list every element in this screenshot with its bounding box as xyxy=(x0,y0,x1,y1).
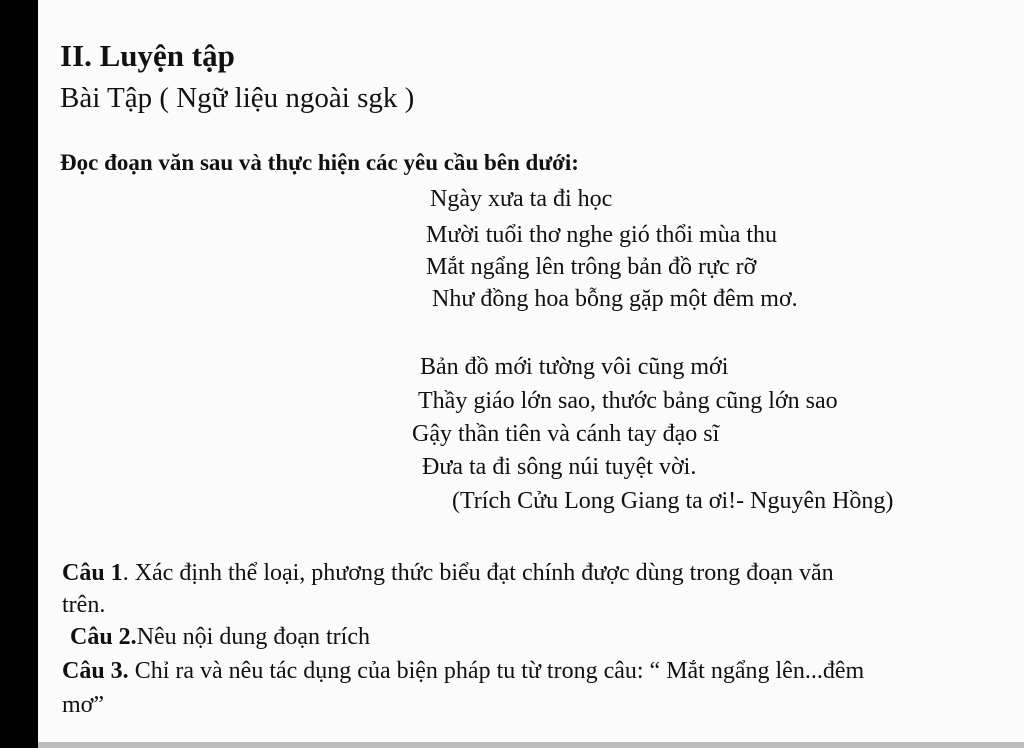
section-heading: II. Luyện tập xyxy=(60,38,235,73)
poem-line: Mười tuổi thơ nghe gió thổi mùa thu xyxy=(426,222,778,248)
question-3-continuation: mơ” xyxy=(62,692,105,718)
question-3-label: Câu 3. xyxy=(62,658,129,684)
document-slide xyxy=(38,0,1024,742)
poem-line: Đưa ta đi sông núi tuyệt vời. xyxy=(422,454,697,480)
poem-citation: (Trích Cửu Long Giang ta ơi!- Nguyên Hồng) xyxy=(452,488,894,514)
question-1-label: Câu 1 xyxy=(62,560,123,586)
question-1 xyxy=(62,560,834,587)
instruction-text: Đọc đoạn văn sau và thực hiện các yêu cầu bên dưới: xyxy=(60,150,579,175)
question-2 xyxy=(70,624,370,651)
poem-line: Như đồng hoa bỗng gặp một đêm mơ. xyxy=(432,286,798,312)
question-3-text: Chỉ ra và nêu tác dụng của biện pháp tu từ trong câu: “ Mắt ngẩng lên...đêm xyxy=(128,658,865,684)
question-1-text: . Xác định thể loại, phương thức biểu đạt chính được dùng trong đoạn văn xyxy=(122,560,834,586)
poem-line: Thầy giáo lớn sao, thước bảng cũng lớn sao xyxy=(418,388,838,414)
question-3 xyxy=(62,658,864,685)
question-2-label: Câu 2. xyxy=(70,624,137,650)
exercise-subheading: Bài Tập ( Ngữ liệu ngoài sgk ) xyxy=(60,82,415,114)
question-2-text: Nêu nội dung đoạn trích xyxy=(136,624,370,650)
poem-line: Ngày xưa ta đi học xyxy=(430,186,613,212)
poem-line: Gậy thần tiên và cánh tay đạo sĩ xyxy=(412,421,720,447)
question-1-continuation: trên. xyxy=(62,592,106,618)
poem-line: Bản đồ mới tường vôi cũng mới xyxy=(420,354,729,380)
poem-line: Mắt ngẩng lên trông bản đồ rực rỡ xyxy=(426,254,757,280)
bottom-edge xyxy=(38,742,1024,748)
